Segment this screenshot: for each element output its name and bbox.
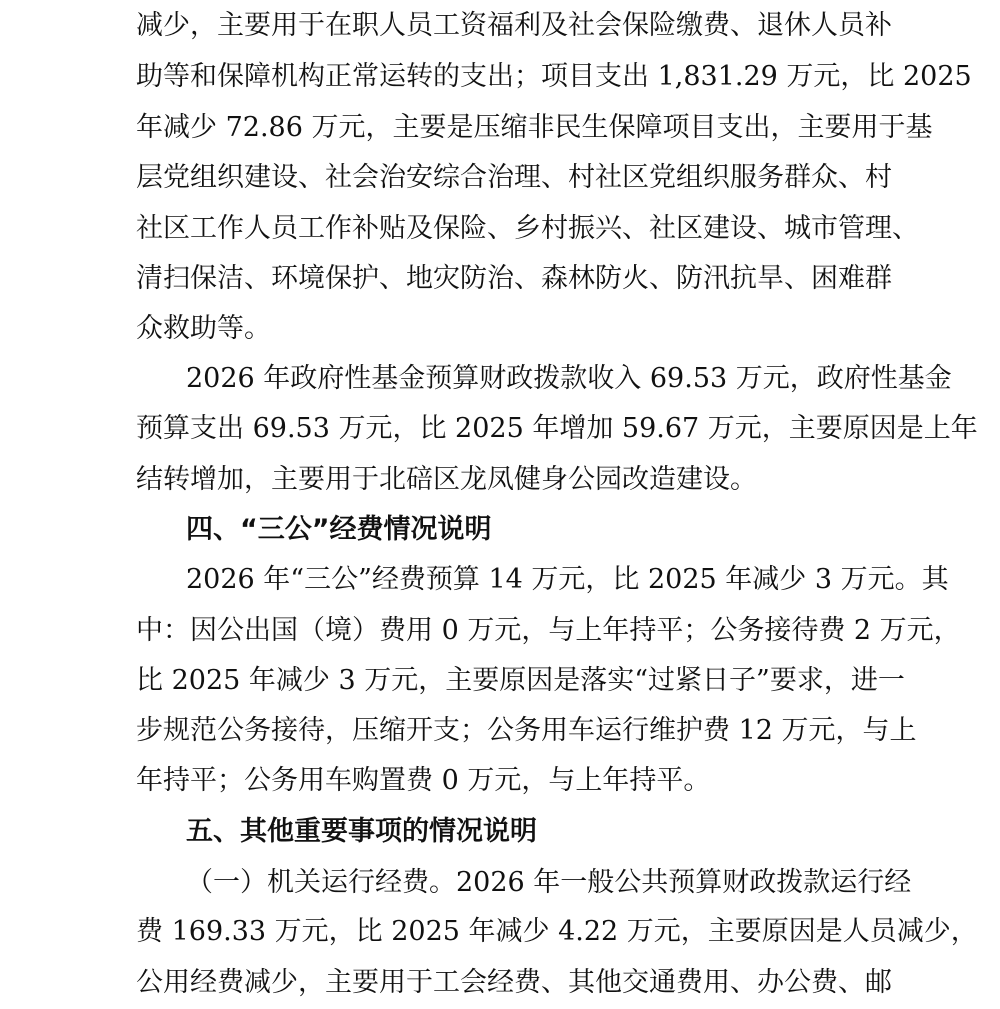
paragraph-line: 助等和保障机构正常运转的支出；项目支出 1,831.29 万元，比 2025 xyxy=(136,61,972,92)
paragraph-line: 众救助等。 xyxy=(136,313,271,344)
paragraph-line: 清扫保洁、环境保护、地灾防治、森林防火、防汛抗旱、困难群 xyxy=(136,263,892,294)
paragraph-line: 预算支出 69.53 万元，比 2025 年增加 59.67 万元，主要原因是上年 xyxy=(136,413,978,444)
paragraph-line: 比 2025 年减少 3 万元，主要原因是落实“过紧日子”要求，进一 xyxy=(136,665,905,696)
paragraph-line: 社区工作人员工作补贴及保险、乡村振兴、社区建设、城市管理、 xyxy=(136,213,919,244)
section-heading: 四、“三公”经费情况说明 xyxy=(186,514,492,545)
paragraph-line: 费 169.33 万元，比 2025 年减少 4.22 万元，主要原因是人员减少， xyxy=(136,916,978,947)
paragraph-line: 2026 年“三公”经费预算 14 万元，比 2025 年减少 3 万元。其 xyxy=(186,564,949,595)
paragraph-line: 年持平；公务用车购置费 0 万元，与上年持平。 xyxy=(136,765,711,796)
paragraph-line: 年减少 72.86 万元，主要是压缩非民生保障项目支出，主要用于基 xyxy=(136,112,933,143)
paragraph-line: 2026 年政府性基金预算财政拨款收入 69.53 万元，政府性基金 xyxy=(186,363,952,394)
paragraph-line: 中：因公出国（境）费用 0 万元，与上年持平；公务接待费 2 万元， xyxy=(136,615,961,646)
paragraph-line: 公用经费减少，主要用于工会经费、其他交通费用、办公费、邮 xyxy=(136,967,892,998)
paragraph-line: 步规范公务接待，压缩开支；公务用车运行维护费 12 万元，与上 xyxy=(136,715,917,746)
paragraph-line: 结转增加，主要用于北碚区龙凤健身公园改造建设。 xyxy=(136,464,757,495)
paragraph-line: 层党组织建设、社会治安综合治理、村社区党组织服务群众、村 xyxy=(136,162,892,193)
paragraph-line: （一）机关运行经费。2026 年一般公共预算财政拨款运行经 xyxy=(186,867,912,898)
paragraph-line: 减少，主要用于在职人员工资福利及社会保险缴费、退休人员补 xyxy=(136,10,892,41)
section-heading: 五、其他重要事项的情况说明 xyxy=(186,816,537,847)
